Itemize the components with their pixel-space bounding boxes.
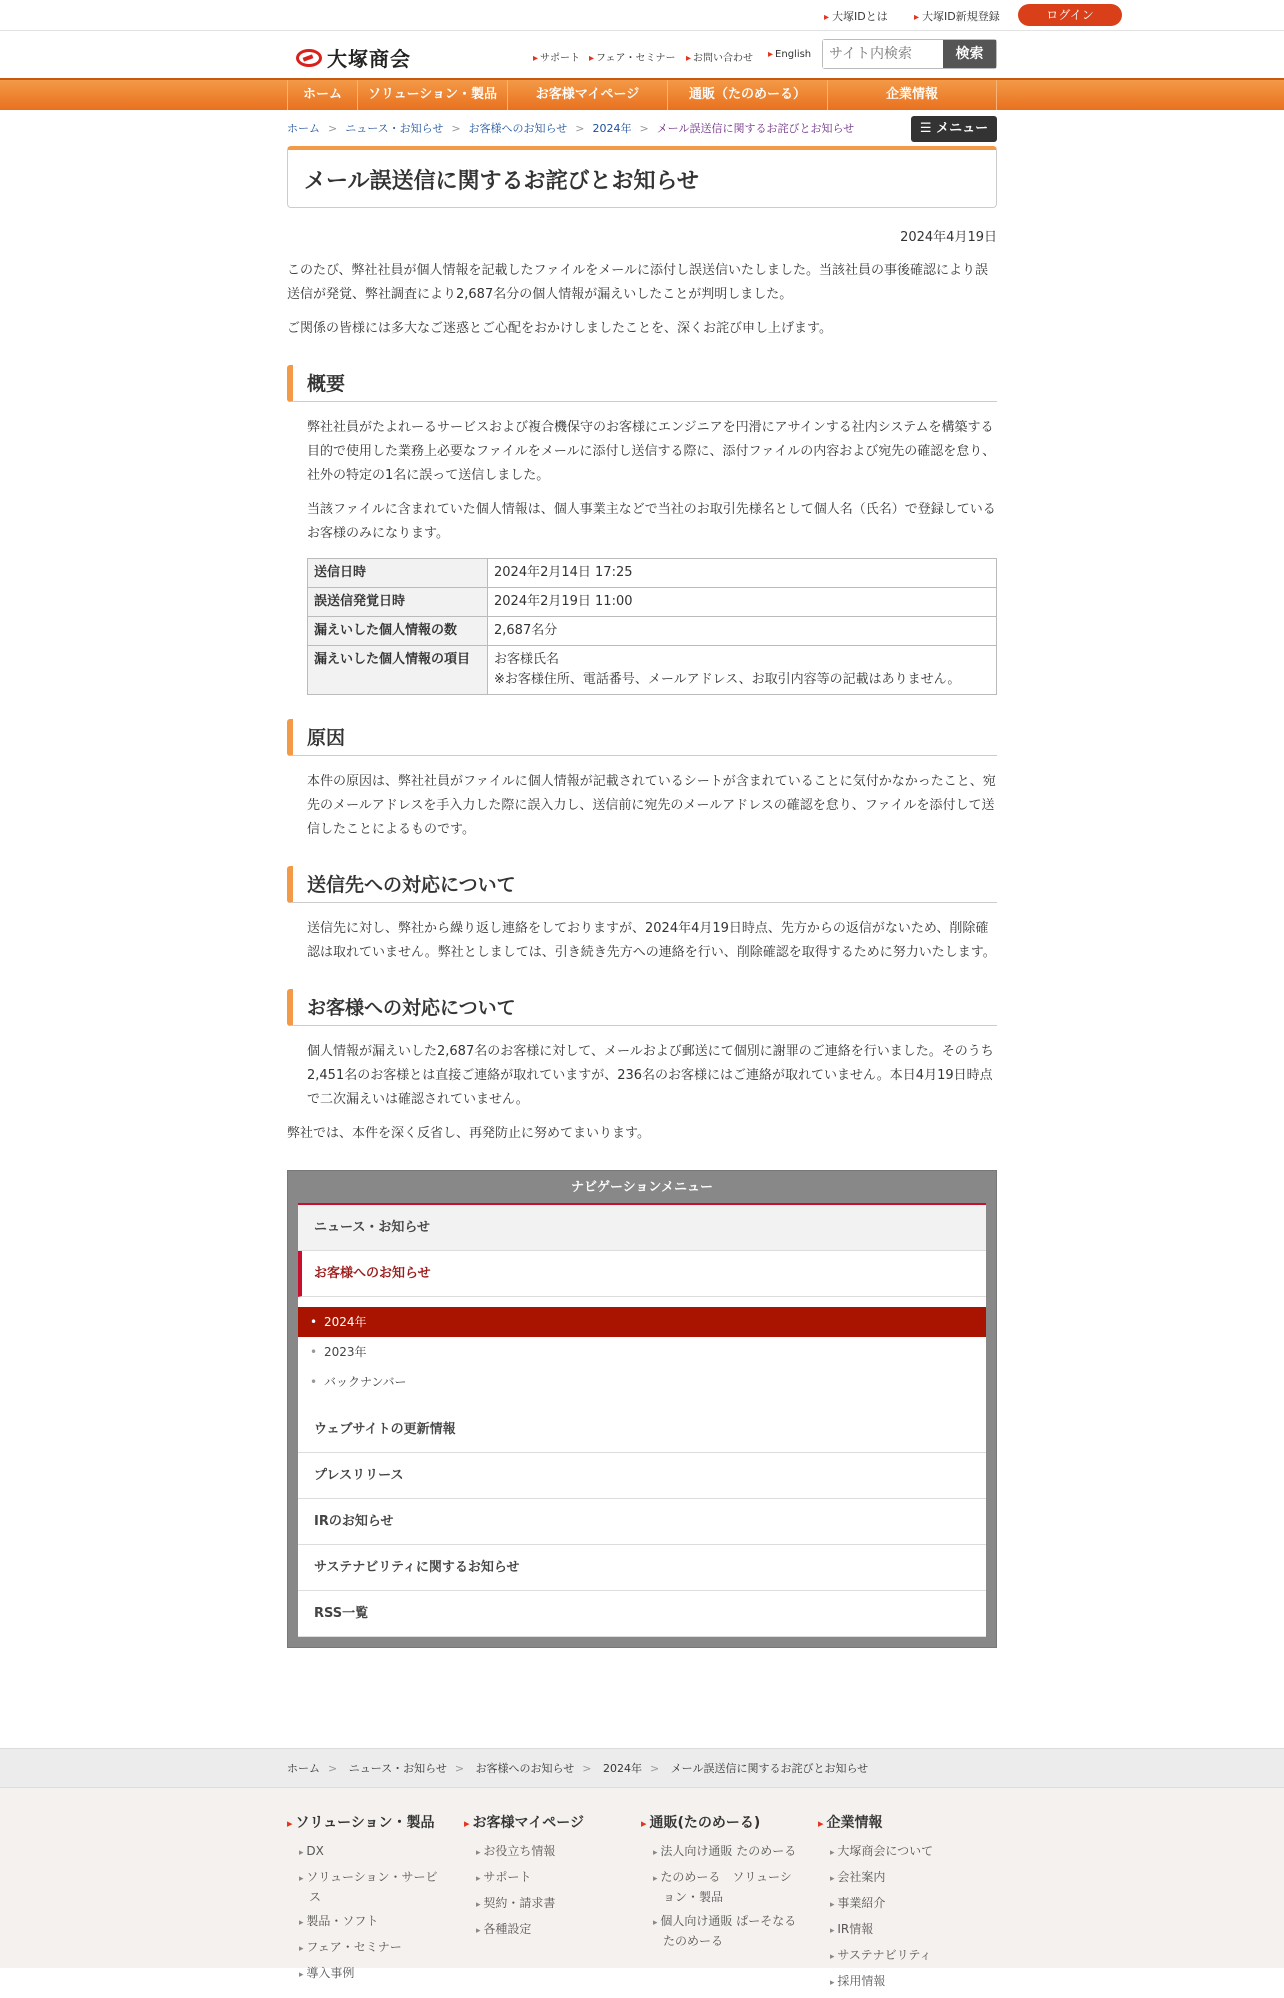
nav-item-news[interactable]: ニュース・お知らせ: [298, 1205, 986, 1251]
cause-paragraph: 本件の原因は、弊社社員がファイルに個人情報が記載されているシートが含まれていることに気付かなかったこと、宛先のメールアドレスを手入力した際に誤入力し、送信前に宛先のメールアドレスの確認を怠り、ファイルを添付して送信したことによるものです。: [307, 774, 996, 837]
footer-link[interactable]: ▸ IR情報: [818, 1920, 978, 1940]
id-register-link[interactable]: ▸ 大塚ID新規登録: [914, 8, 1000, 24]
table-cell-note: ※お客様住所、電話番号、メールアドレス、お取引内容等の記載はありません。: [494, 672, 961, 687]
gnav-tanomail[interactable]: 通販（たのめーる）: [667, 80, 827, 110]
table-cell-value: お客様氏名: [494, 652, 560, 667]
breadcrumb-news[interactable]: ニュース・お知らせ: [345, 122, 444, 135]
nav-subitem-backnumber[interactable]: • バックナンバー: [298, 1367, 986, 1397]
closing-paragraph: 弊社では、本件を深く反省し、再発防止に努めてまいります。: [287, 1126, 650, 1141]
global-nav: [0, 78, 1284, 110]
table-row: [308, 588, 997, 617]
table-row: [308, 559, 997, 588]
nav-item-rss[interactable]: RSS一覧: [298, 1591, 986, 1637]
footer-link[interactable]: ▸ サポート: [464, 1868, 624, 1888]
footer-col-mypage: [464, 1812, 624, 1946]
breadcrumb-customer[interactable]: お客様へのお知らせ: [468, 122, 568, 135]
english-link[interactable]: ▸ English: [768, 49, 811, 60]
intro-paragraph-2: ご関係の皆様には多大なご迷惑とご心配をおかけしましたことを、深くお詫び申し上げます。: [287, 321, 832, 336]
table-cell: 2,687名分: [488, 617, 997, 646]
overview-paragraph-2: 当該ファイルに含まれていた個人情報は、個人事業主などで当社のお取引先様名として個人名（氏名）で登録しているお客様のみになります。: [307, 502, 996, 541]
site-logo[interactable]: 大塚商会: [296, 43, 411, 72]
section-heading-recipient: 送信先への対応について: [287, 866, 997, 903]
nav-item-customer-notices[interactable]: お客様へのお知らせ: [298, 1251, 986, 1297]
gnav-mypage[interactable]: お客様マイページ: [507, 80, 667, 110]
page-title-box: [287, 146, 997, 208]
footer-heading[interactable]: ▸ ソリューション・製品: [287, 1812, 447, 1832]
gnav-corporate[interactable]: 企業情報: [827, 80, 997, 110]
section-heading-overview: 概要: [287, 365, 997, 402]
table-header-cell: 送信日時: [308, 559, 488, 588]
login-button[interactable]: ログイン: [1018, 4, 1122, 26]
gnav-home[interactable]: ホーム: [287, 80, 357, 110]
footer-col-corporate: [818, 1812, 978, 1998]
navigation-menu: [287, 1170, 997, 1648]
table-row: [308, 646, 997, 695]
nav-item-sustainability[interactable]: サステナビリティに関するお知らせ: [298, 1545, 986, 1591]
footer-link[interactable]: ▸ 法人向け通販 たのめーる: [641, 1842, 801, 1862]
utility-bar: [0, 0, 1284, 31]
publish-date: 2024年4月19日: [900, 230, 997, 245]
site-search: [822, 39, 997, 69]
nav-item-ir[interactable]: IRのお知らせ: [298, 1499, 986, 1545]
customer-paragraph: 個人情報が漏えいした2,687名のお客様に対して、メールおよび郵送にて個別に謝罪のご連絡を行いました。そのうち2,451名のお客様とは直接ご連絡が取れていますが、236名のお客様にはご連絡が取れていません。本日4月19日時点で二次漏えいは確認されていません。: [307, 1044, 994, 1107]
footer-breadcrumb-customer[interactable]: お客様へのお知らせ: [475, 1762, 575, 1775]
breadcrumb-home[interactable]: ホーム: [287, 122, 320, 135]
footer-breadcrumb-current: メール誤送信に関するお詫びとお知らせ: [670, 1762, 869, 1775]
nav-subitems: [298, 1297, 986, 1407]
table-header-cell: 漏えいした個人情報の数: [308, 617, 488, 646]
footer-link[interactable]: ▸ 個人向け通販 ぱーそなるたのめーる: [641, 1912, 801, 1950]
footer-link[interactable]: ▸ たのめーる ソリューション・製品: [641, 1868, 801, 1906]
breadcrumb-year[interactable]: 2024年: [592, 122, 632, 135]
footer-link[interactable]: ▸ 大塚商会について: [818, 1842, 978, 1862]
table-header-cell: 漏えいした個人情報の項目: [308, 646, 488, 695]
menu-button[interactable]: ☰ メニュー: [911, 116, 997, 142]
search-input[interactable]: [823, 40, 943, 68]
footer-link[interactable]: ▸ 各種設定: [464, 1920, 624, 1940]
site-footer: [0, 1788, 1284, 1988]
footer-link[interactable]: ▸ 製品・ソフト: [287, 1912, 447, 1932]
table-cell: 2024年2月19日 11:00: [488, 588, 997, 617]
footer-link[interactable]: ▸ 導入事例: [287, 1964, 447, 1984]
footer-link[interactable]: ▸ 契約・請求書: [464, 1894, 624, 1914]
section-heading-cause: 原因: [287, 719, 997, 756]
fair-seminar-link[interactable]: ▸ フェア・セミナー: [589, 49, 676, 64]
footer-link[interactable]: ▸ 事業紹介: [818, 1894, 978, 1914]
gnav-solutions[interactable]: ソリューション・製品: [357, 80, 507, 110]
footer-breadcrumb-home[interactable]: ホーム: [287, 1762, 320, 1775]
table-row: [308, 617, 997, 646]
table-cell: [488, 646, 997, 695]
section-heading-customer: お客様への対応について: [287, 989, 997, 1026]
logo-mark-icon: [296, 49, 322, 67]
footer-col-tanomail: [641, 1812, 801, 1956]
nav-subitem-2023[interactable]: • 2023年: [298, 1337, 986, 1367]
navigation-menu-heading: ナビゲーションメニュー: [298, 1171, 986, 1205]
recipient-paragraph: 送信先に対し、弊社から繰り返し連絡をしておりますが、2024年4月19日時点、先方からの返信がないため、削除確認は取れていません。弊社としましては、引き続き先方への連絡を行い、削除確認を取得するために努力いたします。: [307, 921, 996, 960]
footer-breadcrumb-year[interactable]: 2024年: [602, 1762, 642, 1775]
site-header: [0, 31, 1284, 78]
breadcrumb-current[interactable]: メール誤送信に関するお詫びとお知らせ: [656, 122, 855, 135]
table-cell: 2024年2月14日 17:25: [488, 559, 997, 588]
nav-item-site-updates[interactable]: ウェブサイトの更新情報: [298, 1407, 986, 1453]
intro-paragraph-1: このたび、弊社社員が個人情報を記載したファイルをメールに添付し誤送信いたしました。当該社員の事後確認により誤送信が発覚、弊社調査により2,687名分の個人情報が漏えいしたことが判明しました。: [287, 263, 988, 302]
footer-breadcrumb: ホーム > ニュース・お知らせ > お客様へのお知らせ > 2024年 > メール誤送信に関するお詫びとお知らせ: [0, 1748, 1284, 1788]
table-header-cell: 誤送信発覚日時: [308, 588, 488, 617]
footer-link[interactable]: ▸ お役立ち情報: [464, 1842, 624, 1862]
footer-link[interactable]: ▸ ソリューション・サービス: [287, 1868, 447, 1906]
footer-link[interactable]: ▸ フェア・セミナー: [287, 1938, 447, 1958]
footer-link[interactable]: ▸ DX: [287, 1842, 447, 1862]
contact-link[interactable]: ▸ お問い合わせ: [686, 49, 753, 64]
support-link[interactable]: ▸ サポート: [533, 49, 580, 64]
page-title: メール誤送信に関するお詫びとお知らせ: [304, 169, 699, 194]
footer-heading[interactable]: ▸ 企業情報: [818, 1812, 978, 1832]
footer-heading[interactable]: ▸ 通販(たのめーる): [641, 1812, 801, 1832]
footer-link[interactable]: ▸ 会社案内: [818, 1868, 978, 1888]
footer-link[interactable]: ▸ 採用情報: [818, 1972, 978, 1992]
search-button[interactable]: 検索: [943, 40, 996, 68]
footer-heading[interactable]: ▸ お客様マイページ: [464, 1812, 624, 1832]
footer-link[interactable]: ▸ サステナビリティ: [818, 1946, 978, 1966]
id-about-link[interactable]: ▸ 大塚IDとは: [824, 8, 888, 24]
overview-paragraph-1: 弊社社員がたよれーるサービスおよび複合機保守のお客様にエンジニアを円滑にアサインする社内システムを構築する目的で使用した業務上必要なファイルをメールに添付し送信する際に、添付ファイルの内容および宛先の確認を怠り、社外の特定の1名に誤って送信しました。: [307, 420, 996, 483]
incident-table: [307, 558, 997, 695]
footer-col-solutions: [287, 1812, 447, 1990]
nav-subitem-2024[interactable]: • 2024年: [298, 1307, 986, 1337]
breadcrumb: ホーム > ニュース・お知らせ > お客様へのお知らせ > 2024年 > メール誤送信に関するお詫びとお知らせ ☰ メニュー: [287, 110, 997, 146]
nav-item-press-release[interactable]: プレスリリース: [298, 1453, 986, 1499]
footer-breadcrumb-news[interactable]: ニュース・お知らせ: [348, 1762, 447, 1775]
